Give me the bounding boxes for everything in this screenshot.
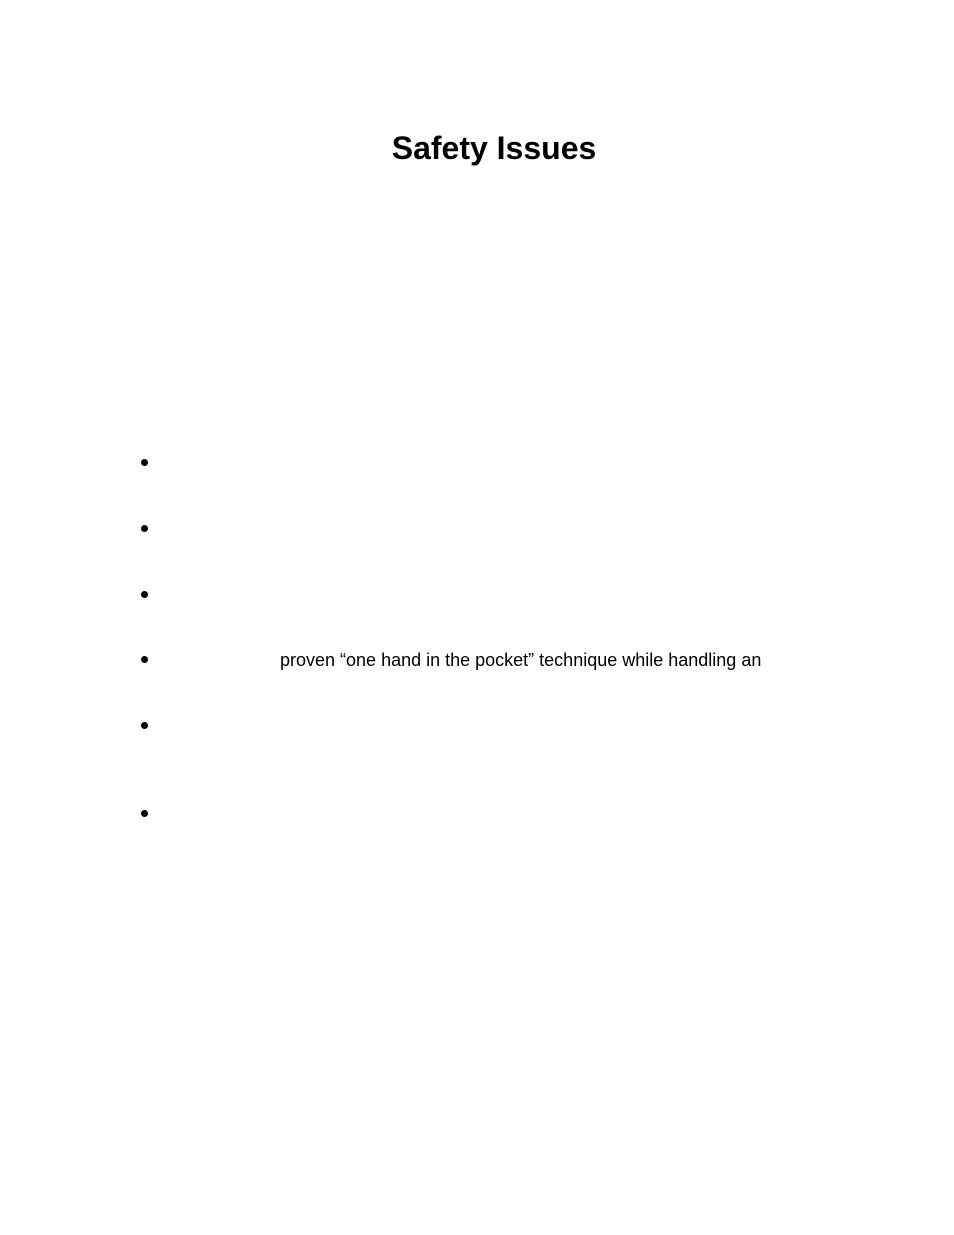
list-item (139, 802, 839, 826)
list-item (139, 517, 839, 541)
list-item (139, 648, 839, 672)
list-item-text: proven “one hand in the pocket” technique while handling an (280, 650, 762, 670)
list-item (139, 583, 839, 607)
list-item (139, 714, 839, 738)
bullet-dot-icon (141, 656, 148, 663)
bullet-dot-icon (141, 810, 148, 817)
list-item (139, 451, 839, 475)
bullet-dot-icon (141, 459, 148, 466)
bullet-dot-icon (141, 722, 148, 729)
page-title: Safety Issues (391, 130, 597, 166)
bullet-dot-icon (141, 525, 148, 532)
bullet-dot-icon (141, 591, 148, 598)
